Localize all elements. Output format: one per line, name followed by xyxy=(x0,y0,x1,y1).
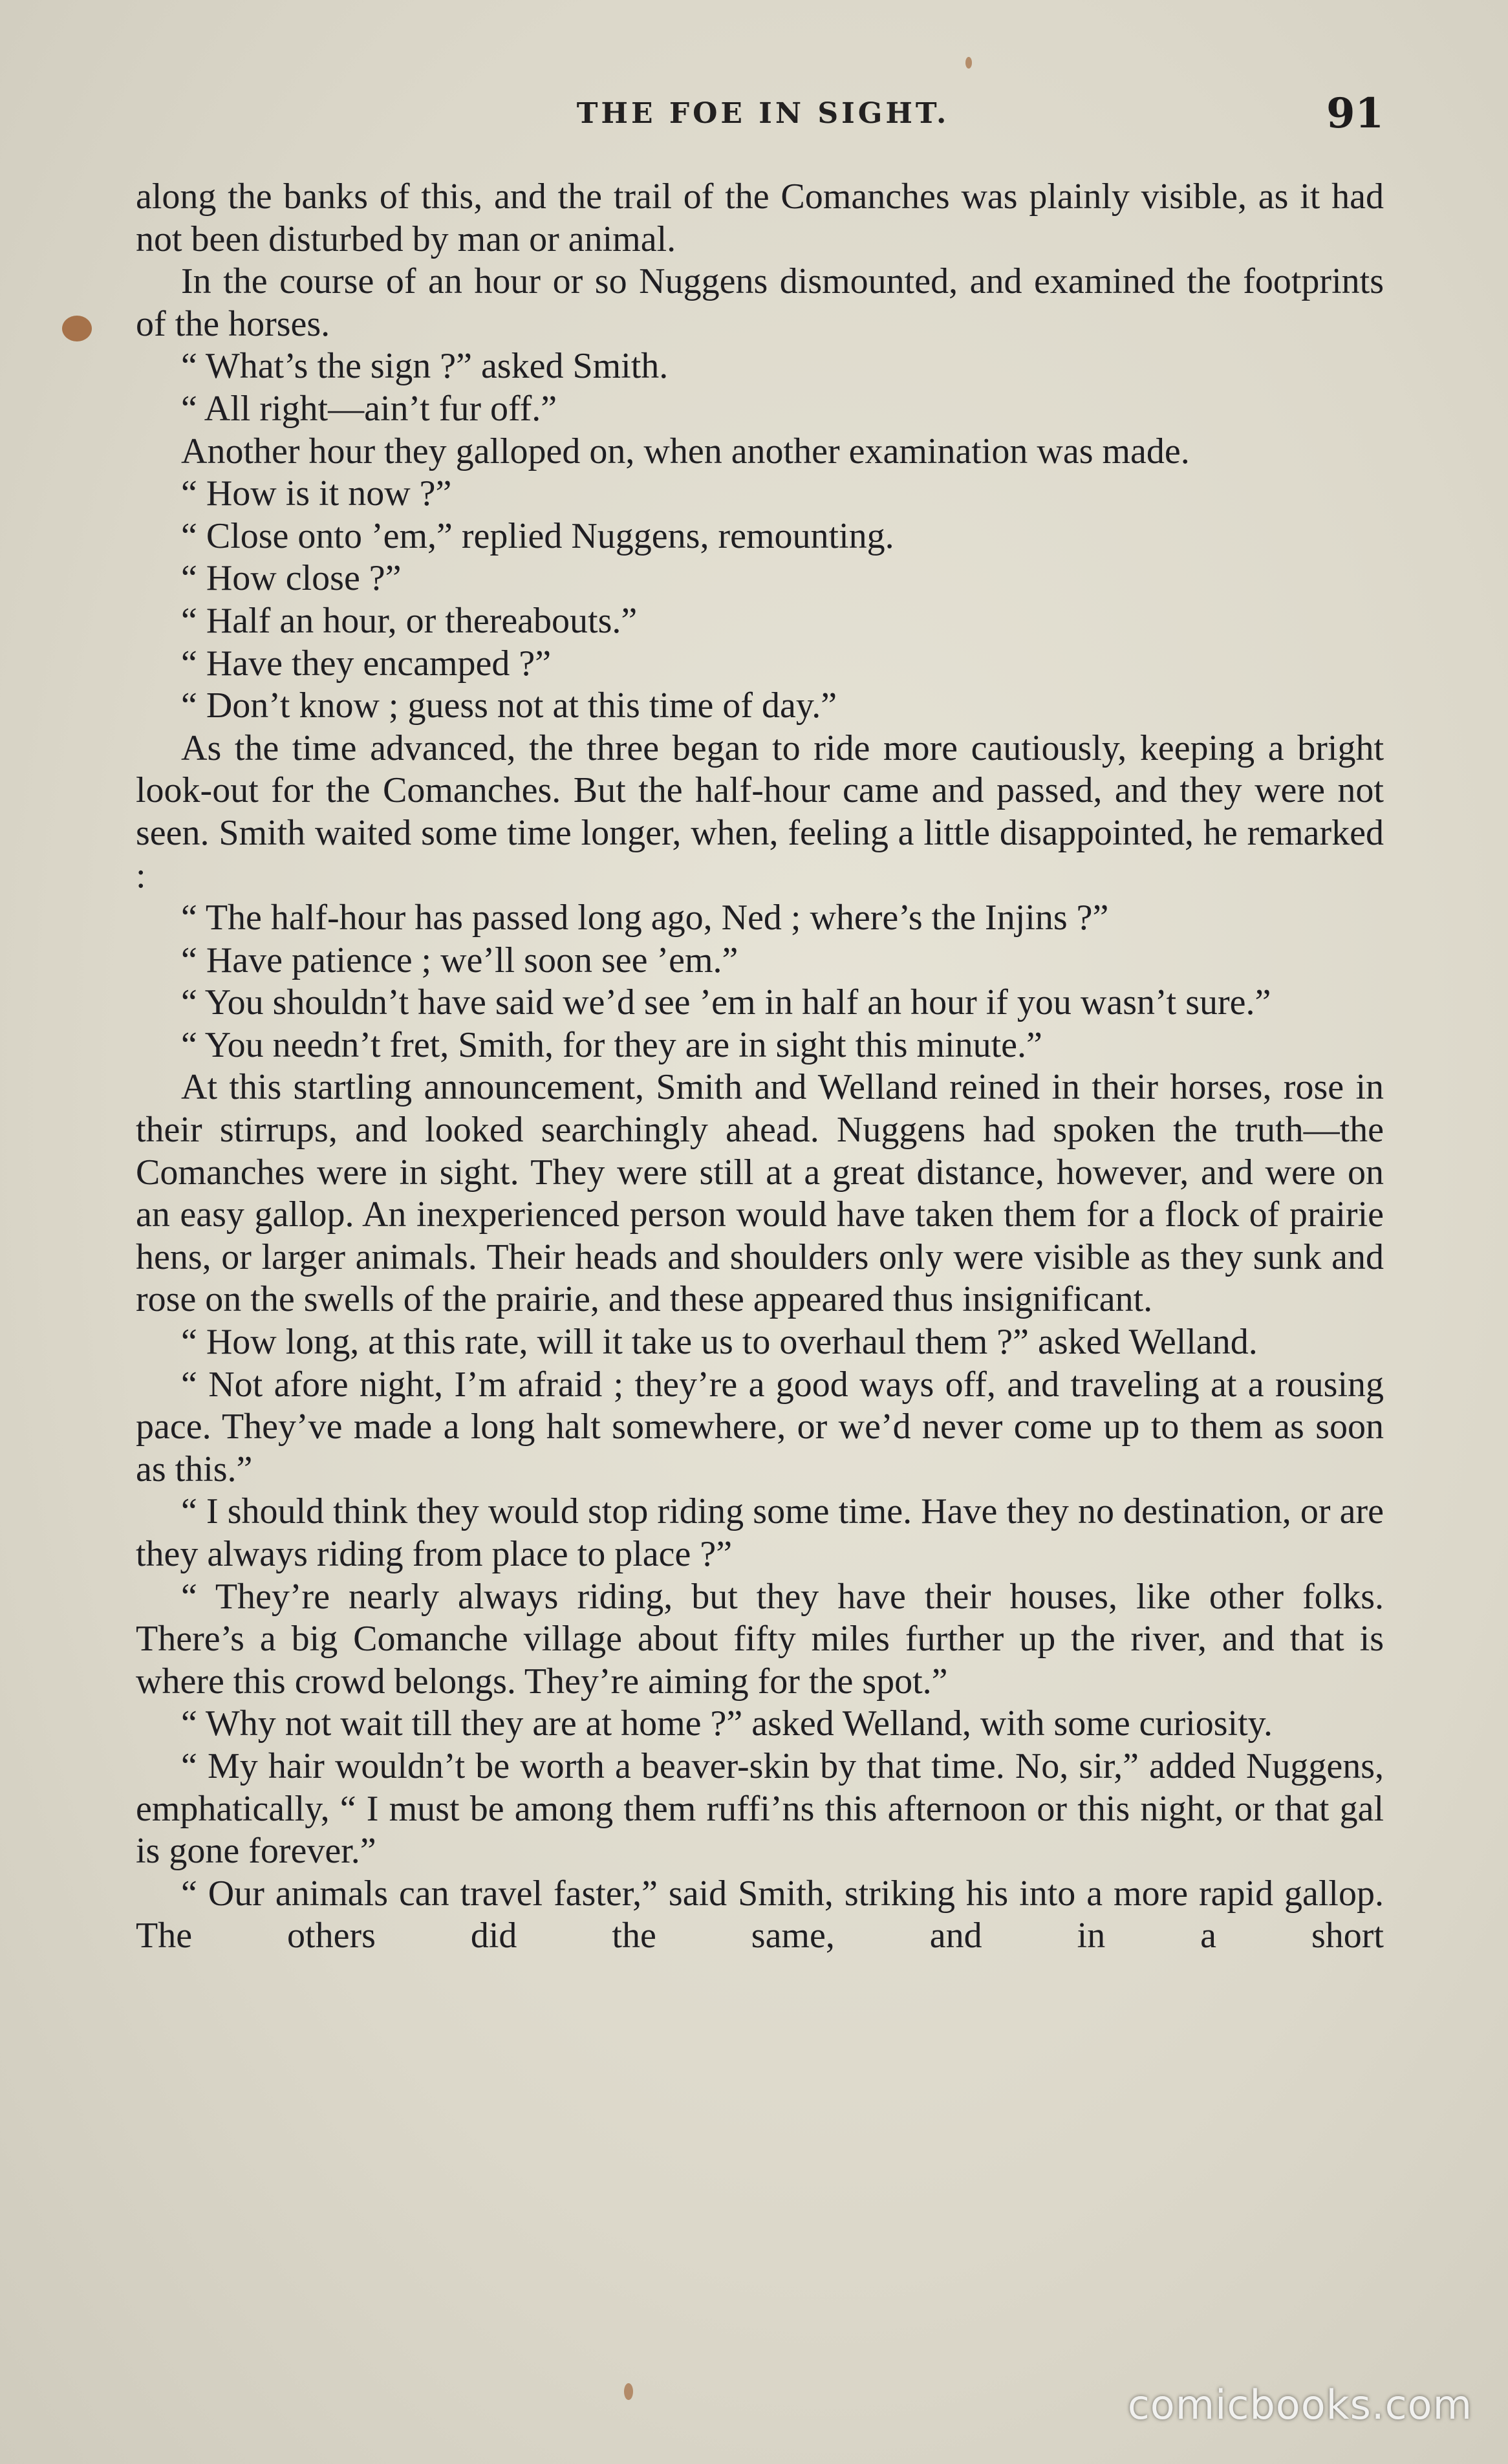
body-text xyxy=(136,176,1384,1958)
paragraph: “ Don’t know ; guess not at this time of day.” xyxy=(181,686,837,726)
paragraph: “ You shouldn’t have said we’d see ’em in half an hour if you wasn’t sure.” xyxy=(181,982,1271,1023)
foxing-spot xyxy=(624,2383,633,2400)
paragraph: “ My hair wouldn’t be worth a beaver-skin by that time. No, sir,” added Nuggens, emphatically, “ I must be among them ruffi’ns this afternoon or this night, or that gal is gone forever.” xyxy=(136,1745,1384,1872)
paragraph: “ I should think they would stop riding some time. Have they no destination, or are they always riding from place to place ?” xyxy=(136,1491,1384,1574)
paragraph: “ What’s the sign ?” asked Smith. xyxy=(181,346,669,387)
paragraph: “ The half-hour has passed long ago, Ned ; where’s the Injins ?” xyxy=(181,898,1109,938)
foxing-spot xyxy=(62,316,92,341)
paragraph: “ Close onto ’em,” replied Nuggens, remounting. xyxy=(181,515,894,556)
paragraph: “ Why not wait till they are at home ?” asked Welland, with some curiosity. xyxy=(181,1703,1273,1744)
paragraph: “ How is it now ?” xyxy=(181,473,452,514)
paragraph: “ Half an hour, or thereabouts.” xyxy=(181,600,638,641)
running-head xyxy=(136,89,1390,147)
paragraph: “ Have they encamped ?” xyxy=(181,643,552,684)
paragraph: “ They’re nearly always riding, but they have their houses, like other folks. There’s a big Comanche village about fifty miles further up the river, and that is where this crowd belongs. They’re aiming for the spot.” xyxy=(136,1576,1384,1702)
paragraph: along the banks of this, and the trail of the Comanches was plainly visible, as it had not been disturbed by man or animal. xyxy=(136,177,1384,259)
page-number: 91 xyxy=(1326,89,1384,138)
paragraph: “ Not afore night, I’m afraid ; they’re a good ways off, and traveling at a rousing pace. They’ve made a long halt somewhere, or we’d never come up to them as soon as this.” xyxy=(136,1364,1384,1489)
paragraph: “ You needn’t fret, Smith, for they are in sight this minute.” xyxy=(181,1024,1042,1065)
foxing-spot xyxy=(965,57,972,69)
paragraph: In the course of an hour or so Nuggens dismounted, and examined the footprints of the horses. xyxy=(136,261,1384,344)
paragraph: “ How long, at this rate, will it take us to overhaul them ?” asked Welland. xyxy=(181,1322,1258,1363)
paragraph: As the time advanced, the three began to ride more cautiously, keeping a bright look-out for the Comanches. But the half-hour came and passed, and they were not seen. Smith waited some time longer, when, feeling a little disappointed, he remarked : xyxy=(136,728,1384,896)
paragraph: “ All right—ain’t fur off.” xyxy=(181,388,557,429)
paragraph: “ Have patience ; we’ll soon see ’em.” xyxy=(181,940,738,980)
watermark: comicbooks.com xyxy=(1127,2381,1472,2428)
chapter-title: THE FOE IN SIGHT. xyxy=(576,97,950,130)
paragraph: “ Our animals can travel faster,” said Smith, striking his into a more rapid gallop. The others did the same, and in a short xyxy=(136,1873,1384,1956)
paragraph: Another hour they galloped on, when another examination was made. xyxy=(181,431,1190,471)
paragraph: “ How close ?” xyxy=(181,558,402,599)
paragraph: At this startling announcement, Smith and Welland reined in their horses, rose in their stirrups, and looked searchingly ahead. Nuggens had spoken the truth—the Comanches were in sight. They were still at a great distance, however, and were on an easy gallop. An inexperienced person would have taken them for a flock of prairie hens, or larger animals. Their heads and shoulders only were visible as they sunk and rose on the swells of the prairie, and these appeared thus insignificant. xyxy=(136,1067,1384,1320)
